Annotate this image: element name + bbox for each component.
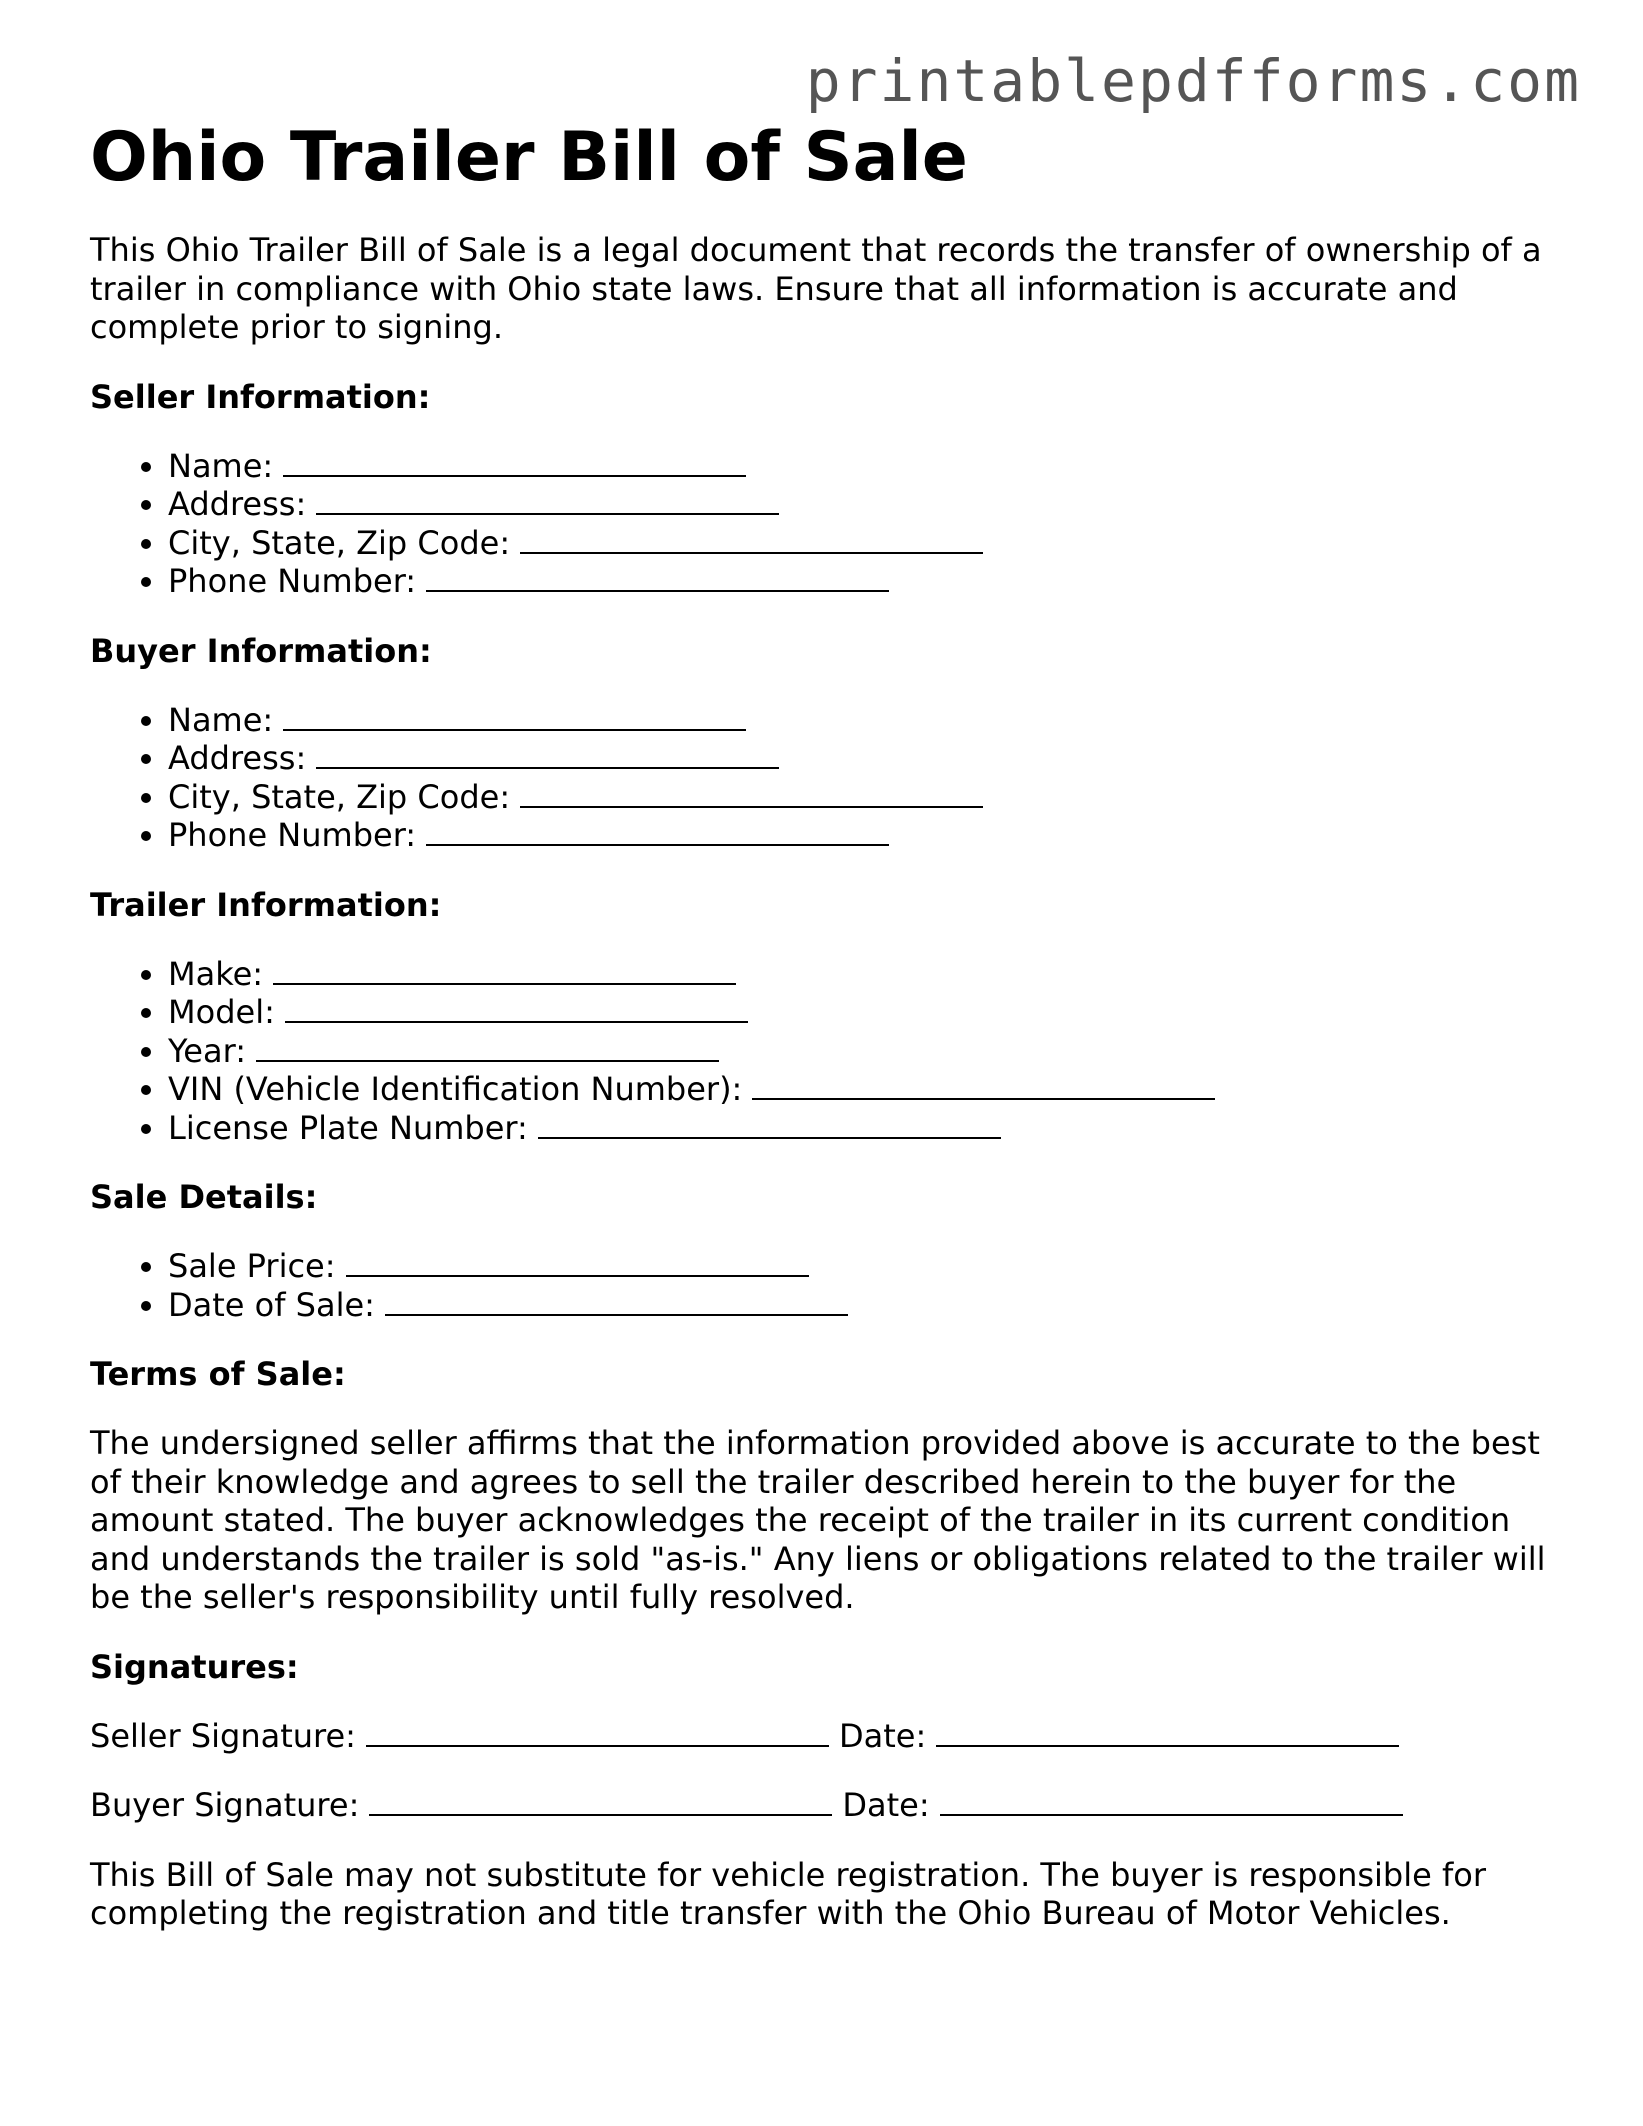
signatures-heading: Signatures: <box>90 1647 299 1686</box>
sale-price-blank[interactable] <box>346 1248 809 1277</box>
buyer-heading: Buyer Information: <box>90 631 432 670</box>
trailer-heading: Trailer Information: <box>90 885 442 924</box>
buyer-phone-field <box>168 816 1570 855</box>
seller-city-state-zip-blank[interactable] <box>520 525 983 554</box>
seller-heading: Seller Information: <box>90 377 431 416</box>
seller-fields-list <box>90 447 1570 601</box>
terms-heading: Terms of Sale: <box>90 1355 346 1393</box>
trailer-fields-list <box>90 955 1570 1148</box>
field-label: License Plate Number: <box>168 1108 528 1147</box>
field-label: Name: <box>168 446 274 485</box>
buyer-signature-row <box>90 1786 1570 1825</box>
buyer-phone-blank[interactable] <box>426 817 889 846</box>
field-label: Make: <box>168 954 264 993</box>
buyer-address-field <box>168 739 1570 778</box>
page-title: Ohio Trailer Bill of Sale <box>90 118 968 197</box>
field-label: Year: <box>168 1031 246 1070</box>
trailer-model-blank[interactable] <box>285 994 748 1023</box>
field-label: VIN (Vehicle Identification Number): <box>168 1070 743 1108</box>
buyer-signature-label: Buyer Signature: <box>90 1786 360 1824</box>
seller-name-blank[interactable] <box>283 448 746 477</box>
buyer-name-blank[interactable] <box>283 702 746 731</box>
sale-price-field <box>168 1247 1570 1286</box>
buyer-city-state-zip-blank[interactable] <box>520 779 983 808</box>
trailer-model-field <box>168 993 1570 1032</box>
seller-signature-blank[interactable] <box>366 1718 829 1747</box>
field-label: Address: <box>168 739 307 777</box>
watermark: printablepdfforms.com <box>805 47 1581 115</box>
buyer-signature-blank[interactable] <box>369 1787 832 1816</box>
buyer-fields-list <box>90 701 1570 855</box>
sale-date-field <box>168 1286 1570 1325</box>
seller-address-field <box>168 485 1570 524</box>
field-label: Address: <box>168 485 307 523</box>
trailer-license-plate-blank[interactable] <box>538 1110 1001 1139</box>
field-label: Phone Number: <box>168 562 417 600</box>
document-page <box>90 118 1570 1933</box>
field-label: Date of Sale: <box>168 1285 375 1324</box>
buyer-address-blank[interactable] <box>316 740 779 769</box>
footer-paragraph: This Bill of Sale may not substitute for vehicle registration. The buyer is responsible for completing the registration and title transfer with the Ohio Bureau of Motor Vehicles. <box>90 1855 1486 1932</box>
seller-phone-field <box>168 562 1570 601</box>
seller-address-blank[interactable] <box>316 486 779 515</box>
intro-paragraph: This Ohio Trailer Bill of Sale is a legal document that records the transfer of ownership of a trailer in compliance with Ohio state laws. Ensure that all information is accurate and complete prior to signing. <box>90 231 1542 346</box>
sale-date-blank[interactable] <box>385 1287 848 1316</box>
seller-signature-label: Seller Signature: <box>90 1716 356 1755</box>
buyer-date-blank[interactable] <box>940 1787 1403 1816</box>
field-label: Phone Number: <box>168 816 417 854</box>
field-label: City, State, Zip Code: <box>168 523 511 562</box>
seller-date-blank[interactable] <box>936 1718 1399 1747</box>
seller-city-state-zip-field <box>168 524 1570 563</box>
seller-name-field <box>168 447 1570 486</box>
field-label: Name: <box>168 700 274 739</box>
trailer-make-blank[interactable] <box>273 956 736 985</box>
trailer-vin-field <box>168 1070 1570 1109</box>
terms-paragraph: The undersigned seller affirms that the information provided above is accurate to the best of their knowledge and agrees to sell the trailer described herein to the buyer for the amount stated. The buyer acknowledges the receipt of the trailer in its current condition and understands the trailer is sold "as-is." Any liens or obligations related to the trailer will be the seller's responsibility until fully resolved. <box>90 1424 1546 1616</box>
trailer-vin-blank[interactable] <box>752 1071 1215 1100</box>
field-label: Model: <box>168 993 275 1031</box>
trailer-year-blank[interactable] <box>256 1033 719 1062</box>
field-label: Sale Price: <box>168 1247 336 1285</box>
sale-heading: Sale Details: <box>90 1178 318 1216</box>
seller-signature-row <box>90 1717 1570 1756</box>
buyer-date-label: Date: <box>842 1786 930 1824</box>
trailer-license-plate-field <box>168 1109 1570 1148</box>
buyer-name-field <box>168 701 1570 740</box>
trailer-make-field <box>168 955 1570 994</box>
seller-date-label: Date: <box>838 1716 927 1755</box>
seller-phone-blank[interactable] <box>426 563 889 592</box>
field-label: City, State, Zip Code: <box>168 777 511 816</box>
buyer-city-state-zip-field <box>168 778 1570 817</box>
sale-fields-list <box>90 1247 1570 1324</box>
trailer-year-field <box>168 1032 1570 1071</box>
